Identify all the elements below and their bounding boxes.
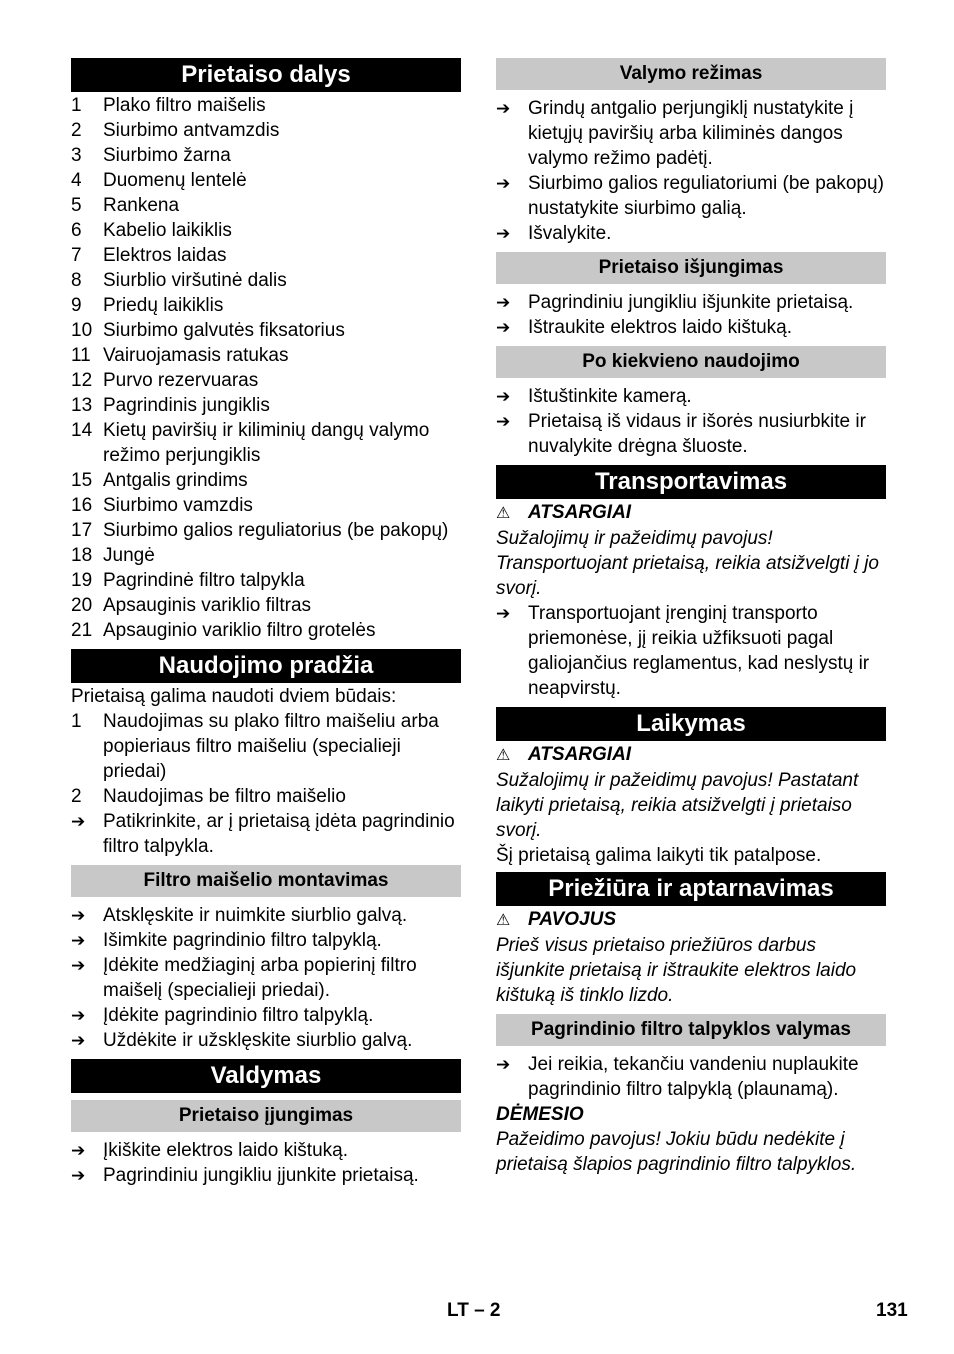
footer-page-number: 131	[876, 1300, 908, 1321]
list-item-number: 11	[71, 345, 91, 366]
list-item-text: Jungė	[103, 545, 155, 566]
heading-startup: Naudojimo pradžia	[71, 649, 461, 683]
filter-clean-steps	[496, 1052, 886, 1102]
list-item-text: Priedų laikiklis	[103, 295, 224, 316]
list-item	[71, 618, 461, 643]
list-item-text: Siurbimo antvamzdis	[103, 120, 280, 141]
list-item-text: Pagrindinė filtro talpykla	[103, 570, 305, 591]
clean-mode-steps	[496, 96, 886, 246]
startup-list	[71, 709, 461, 809]
list-item-number: 18	[71, 545, 93, 566]
storage-note: Šį prietaisą galima laikyti tik patalpose.	[496, 845, 822, 866]
step-text: Transportuojant įrenginį transporto priemonėse, jį reikia užfiksuoti pagal galiojančius reglamentus, kad neslystų ir neapvirstų.	[528, 603, 870, 699]
after-use-steps	[496, 384, 886, 459]
list-item-text: Siurbimo žarna	[103, 145, 231, 166]
list-item-text: Naudojimas su plako filtro maišeliu arba popieriaus filtro maišeliu (specialieji priedai)	[103, 711, 439, 782]
step-item	[496, 315, 886, 340]
step-item	[71, 953, 461, 1003]
step-text: Pagrindiniu jungikliu įjunkite prietaisą.	[103, 1165, 419, 1186]
step-text: Ištuštinkite kamerą.	[528, 386, 692, 407]
list-item	[71, 143, 461, 168]
arrow-icon: ➔	[71, 1141, 86, 1160]
list-item	[71, 243, 461, 268]
list-item-text: Antgalis grindims	[103, 470, 248, 491]
list-item-number: 6	[71, 220, 82, 241]
list-item	[71, 318, 461, 343]
list-item-number: 17	[71, 520, 93, 541]
arrow-icon: ➔	[71, 812, 86, 831]
arrow-icon: ➔	[496, 604, 511, 623]
list-item-number: 8	[71, 270, 82, 291]
list-item	[71, 418, 461, 468]
footer-language-code: LT – 2	[447, 1300, 501, 1321]
switch-off-steps	[496, 290, 886, 340]
heading-switch-on: Prietaiso įjungimas	[71, 1100, 461, 1132]
warning-icon: ⚠	[496, 912, 511, 929]
step-text: Siurbimo galios reguliatoriumi (be pakopų) nustatykite siurbimo galią.	[528, 173, 884, 219]
parts-list	[71, 93, 461, 643]
heading-switch-off: Prietaiso išjungimas	[496, 252, 886, 284]
heading-transport: Transportavimas	[496, 465, 886, 499]
arrow-icon: ➔	[496, 412, 511, 431]
arrow-icon: ➔	[496, 318, 511, 337]
list-item-text: Pagrindinis jungiklis	[103, 395, 270, 416]
list-item-text: Siurbimo vamzdis	[103, 495, 253, 516]
step-item	[496, 290, 886, 315]
step-text: Įkiškite elektros laido kištuką.	[103, 1140, 348, 1161]
heading-clean-mode: Valymo režimas	[496, 58, 886, 90]
list-item-text: Plako filtro maišelis	[103, 95, 266, 116]
list-item-text: Siurbimo galios reguliatorius (be pakopų)	[103, 520, 449, 541]
list-item-number: 9	[71, 295, 82, 316]
step-text: Išvalykite.	[528, 223, 612, 244]
step-item	[496, 171, 886, 221]
list-item	[71, 293, 461, 318]
list-item-number: 1	[71, 711, 82, 732]
step-item	[71, 928, 461, 953]
arrow-icon: ➔	[496, 293, 511, 312]
step-item	[71, 1028, 461, 1053]
list-item-text: Elektros laidas	[103, 245, 227, 266]
list-item	[71, 468, 461, 493]
maintenance-danger-text: Prieš visus prietaiso priežiūros darbus išjunkite prietaisą ir ištraukite elektros laido kištuką iš tinklo lizdo.	[496, 935, 857, 1006]
list-item-text: Siurbimo galvutės fiksatorius	[103, 320, 345, 341]
step-item	[496, 601, 886, 701]
arrow-icon: ➔	[71, 1006, 86, 1025]
heading-control: Valdymas	[71, 1059, 461, 1093]
step-item	[496, 384, 886, 409]
heading-maintenance: Priežiūra ir aptarnavimas	[496, 872, 886, 906]
heading-filter-clean: Pagrindinio filtro talpyklos valymas	[496, 1014, 886, 1046]
arrow-icon: ➔	[496, 174, 511, 193]
arrow-icon: ➔	[71, 931, 86, 950]
list-item	[71, 493, 461, 518]
list-item	[71, 593, 461, 618]
step-item	[496, 96, 886, 171]
list-item-text: Naudojimas be filtro maišelio	[103, 786, 346, 807]
maintenance-danger: ⚠ PAVOJUS	[496, 907, 886, 933]
list-item	[71, 368, 461, 393]
list-item-text: Apsauginio variklio filtro grotelės	[103, 620, 376, 641]
list-item-text: Duomenų lentelė	[103, 170, 247, 191]
arrow-icon: ➔	[496, 387, 511, 406]
list-item-number: 4	[71, 170, 82, 191]
transport-warning-text: Sužalojimų ir pažeidimų pavojus! Transportuojant prietaisą, reikia atsižvelgti į jo svorį.	[496, 528, 879, 599]
step-text: Įdėkite medžiaginį arba popierinį filtro maišelį (specialieji priedai).	[103, 955, 417, 1001]
filter-attention-text: Pažeidimo pavojus! Jokiu būdu nedėkite į prietaisą šlapios pagrindinio filtro talpyklos.	[496, 1129, 857, 1175]
list-item-number: 16	[71, 495, 93, 516]
arrow-icon: ➔	[496, 99, 511, 118]
list-item	[71, 268, 461, 293]
storage-warning: ⚠ ATSARGIAI	[496, 742, 886, 768]
list-item-number: 12	[71, 370, 93, 391]
transport-steps	[496, 601, 886, 701]
arrow-icon: ➔	[496, 1055, 511, 1074]
list-item	[71, 543, 461, 568]
list-item	[71, 784, 461, 809]
storage-warning-text: Sužalojimų ir pažeidimų pavojus! Pastatant laikyti prietaisą, reikia atsižvelgti į prietaiso svorį.	[496, 770, 859, 841]
step-item	[496, 221, 886, 246]
filter-attention-label: DĖMESIO	[496, 1104, 584, 1125]
step-text: Prietaisą iš vidaus ir išorės nusiurbkite ir nuvalykite drėgna šluoste.	[528, 411, 866, 457]
step-text: Įdėkite pagrindinio filtro talpyklą.	[103, 1005, 374, 1026]
list-item	[71, 218, 461, 243]
list-item-number: 10	[71, 320, 93, 341]
arrow-icon: ➔	[71, 956, 86, 975]
list-item	[71, 343, 461, 368]
list-item-number: 2	[71, 786, 82, 807]
list-item-text: Siurblio viršutinė dalis	[103, 270, 287, 291]
list-item-text: Kietų paviršių ir kiliminių dangų valymo režimo perjungiklis	[103, 420, 430, 466]
step-text: Jei reikia, tekančiu vandeniu nuplaukite pagrindinio filtro talpyklą (plaunamą).	[528, 1054, 859, 1100]
list-item-number: 1	[71, 95, 82, 116]
arrow-icon: ➔	[496, 224, 511, 243]
arrow-icon: ➔	[71, 906, 86, 925]
list-item-text: Vairuojamasis ratukas	[103, 345, 289, 366]
heading-after-use: Po kiekvieno naudojimo	[496, 346, 886, 378]
right-column	[496, 58, 886, 1177]
list-item	[71, 118, 461, 143]
heading-parts: Prietaiso dalys	[71, 58, 461, 92]
step-item	[496, 409, 886, 459]
warning-icon: ⚠	[496, 747, 511, 764]
step-text: Uždėkite ir užsklęskite siurblio galvą.	[103, 1030, 413, 1051]
list-item-number: 19	[71, 570, 93, 591]
list-item	[71, 93, 461, 118]
list-item-number: 5	[71, 195, 82, 216]
heading-bag-mount: Filtro maišelio montavimas	[71, 865, 461, 897]
step-item	[496, 1052, 886, 1102]
list-item-text: Kabelio laikiklis	[103, 220, 232, 241]
step-item	[71, 903, 461, 928]
list-item	[71, 168, 461, 193]
list-item-number: 7	[71, 245, 82, 266]
step-item	[71, 1003, 461, 1028]
list-item	[71, 393, 461, 418]
list-item-number: 13	[71, 395, 93, 416]
list-item-number: 2	[71, 120, 82, 141]
step-item	[71, 1138, 461, 1163]
heading-storage: Laikymas	[496, 707, 886, 741]
warning-icon: ⚠	[496, 505, 511, 522]
list-item-number: 21	[71, 620, 93, 641]
arrow-icon: ➔	[71, 1031, 86, 1050]
list-item-text: Purvo rezervuaras	[103, 370, 259, 391]
step-text: Pagrindiniu jungikliu išjunkite prietaisą.	[528, 292, 854, 313]
list-item-number: 15	[71, 470, 93, 491]
switch-on-steps	[71, 1138, 461, 1188]
transport-warning: ⚠ ATSARGIAI	[496, 500, 886, 526]
list-item-number: 14	[71, 420, 93, 441]
list-item	[71, 568, 461, 593]
list-item	[71, 518, 461, 543]
step-text: Ištraukite elektros laido kištuką.	[528, 317, 793, 338]
list-item-number: 3	[71, 145, 82, 166]
arrow-icon: ➔	[71, 1166, 86, 1185]
step-text: Išimkite pagrindinio filtro talpyklą.	[103, 930, 382, 951]
list-item-text: Rankena	[103, 195, 180, 216]
bag-mount-steps	[71, 903, 461, 1053]
step-text: Atsklęskite ir nuimkite siurblio galvą.	[103, 905, 408, 926]
startup-step: ➔ Patikrinkite, ar į prietaisą įdėta pagrindinio filtro talpykla.	[71, 811, 455, 857]
list-item-number: 20	[71, 595, 93, 616]
list-item-text: Apsauginis variklio filtras	[103, 595, 312, 616]
list-item	[71, 193, 461, 218]
step-text: Grindų antgalio perjungiklį nustatykite į kietųjų paviršių arba kiliminės dangos valymo režimo padėtį.	[528, 98, 854, 169]
startup-intro: Prietaisą galima naudoti dviem būdais:	[71, 686, 397, 707]
list-item	[71, 709, 461, 784]
left-column	[71, 58, 461, 1188]
step-item	[71, 1163, 461, 1188]
